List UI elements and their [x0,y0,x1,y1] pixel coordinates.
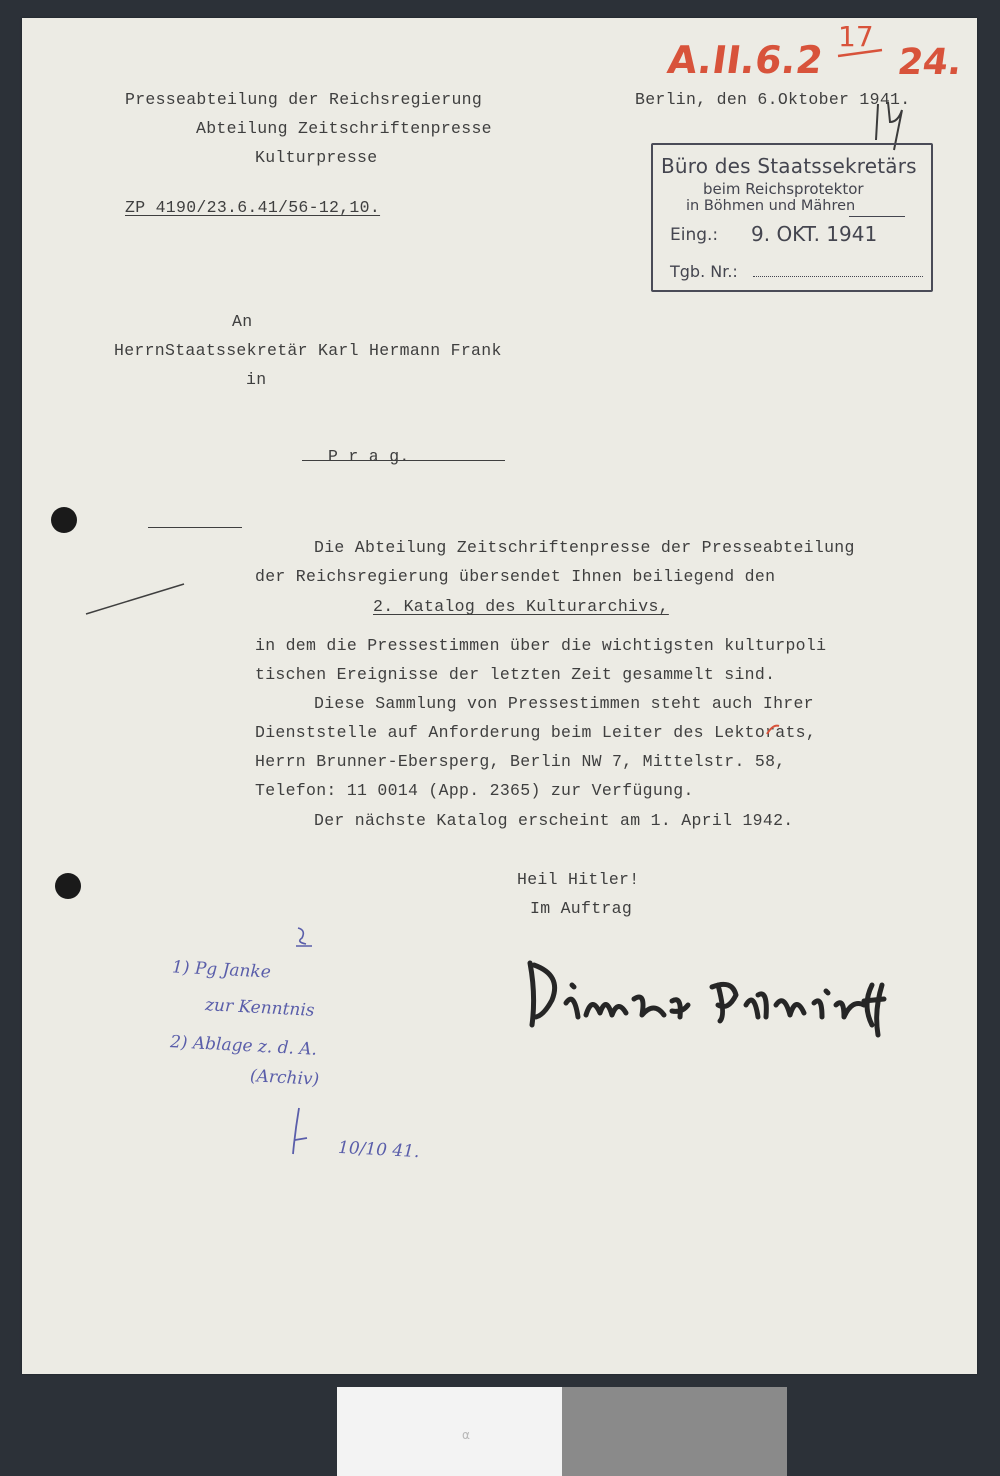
pencil-stroke [285,1104,315,1160]
body-line-1: Die Abteilung Zeitschriftenpresse der Presseabteilung [314,538,855,557]
file-mark-number: 24. [895,42,965,83]
recipient-name: HerrnStaatssekretär Karl Hermann Frank [114,341,502,360]
note-line-4: (Archiv) [249,1066,320,1090]
punch-hole-bottom [55,873,81,899]
body-line-7: Dienststelle auf Anforderung beim Leiter des Lektorats, [255,723,817,742]
recipient-to: An [232,312,253,331]
note-line-1: 1) Pg Janke [171,957,272,983]
calibration-mark-icon: α [462,1428,470,1442]
stamp-tgb-label: Tgb. Nr.: [670,262,738,281]
body-line-5: tischen Ereignisse der letzten Zeit gesammelt sind. [255,665,776,684]
body-line-2: der Reichsregierung übersendet Ihnen beiliegend den [255,567,776,586]
signature [522,955,892,1050]
pencil-initial-mark [292,924,316,948]
body-line-10: Der nächste Katalog erscheint am 1. April 1942. [314,811,794,830]
body-line-6: Diese Sammlung von Pressestimmen steht auch Ihrer [314,694,814,713]
body-line-9: Telefon: 11 0014 (App. 2365) zur Verfügung. [255,781,694,800]
body-line-4: in dem die Pressestimmen über die wichtigsten kulturpoli [255,636,827,655]
stamp-eing-date: 9. OKT. 1941 [751,222,878,246]
margin-dash [148,527,242,528]
punch-hole-top [51,507,77,533]
place-date: Berlin, den 6.Oktober 1941. [635,90,911,109]
calibration-white [337,1387,562,1476]
fraction-bar [836,46,886,60]
note-line-3: 2) Ablage z. d. A. [169,1032,318,1060]
body-line-8: Herrn Brunner-Ebersperg, Berlin NW 7, Mittelstr. 58, [255,752,786,771]
stamp-line-2: beim Reichsprotektor [703,180,864,198]
stamp-eing-label: Eing.: [670,225,719,245]
sender-line-3: Kulturpresse [255,148,378,167]
closing-by-order: Im Auftrag [530,899,633,918]
sender-line-1: Presseabteilung der Reichsregierung [125,90,483,109]
sender-line-2: Abteilung Zeitschriftenpresse [196,119,492,138]
note-line-5: 10/10 41. [337,1137,420,1163]
recipient-in: in [246,370,267,389]
note-line-2: zur Kenntnis [204,995,316,1021]
closing-greeting: Heil Hitler! [517,870,640,889]
receipt-stamp [651,143,933,292]
catalog-title: 2. Katalog des Kulturarchivs, [373,597,669,616]
recipient-city: P r a g. [328,447,410,466]
reference-number: ZP 4190/23.6.41/56-12,10. [125,198,381,217]
file-mark-code: A.II.6.2 [664,38,826,82]
margin-stroke [84,580,188,620]
city-underline [302,460,505,461]
stamp-title: Büro des Staatssekretärs [661,154,917,178]
file-mark-fraction: 17 [838,20,874,53]
stamp-line-3: in Böhmen und Mähren [686,198,856,214]
red-correction-mark [764,722,782,738]
calibration-gray [562,1387,787,1476]
